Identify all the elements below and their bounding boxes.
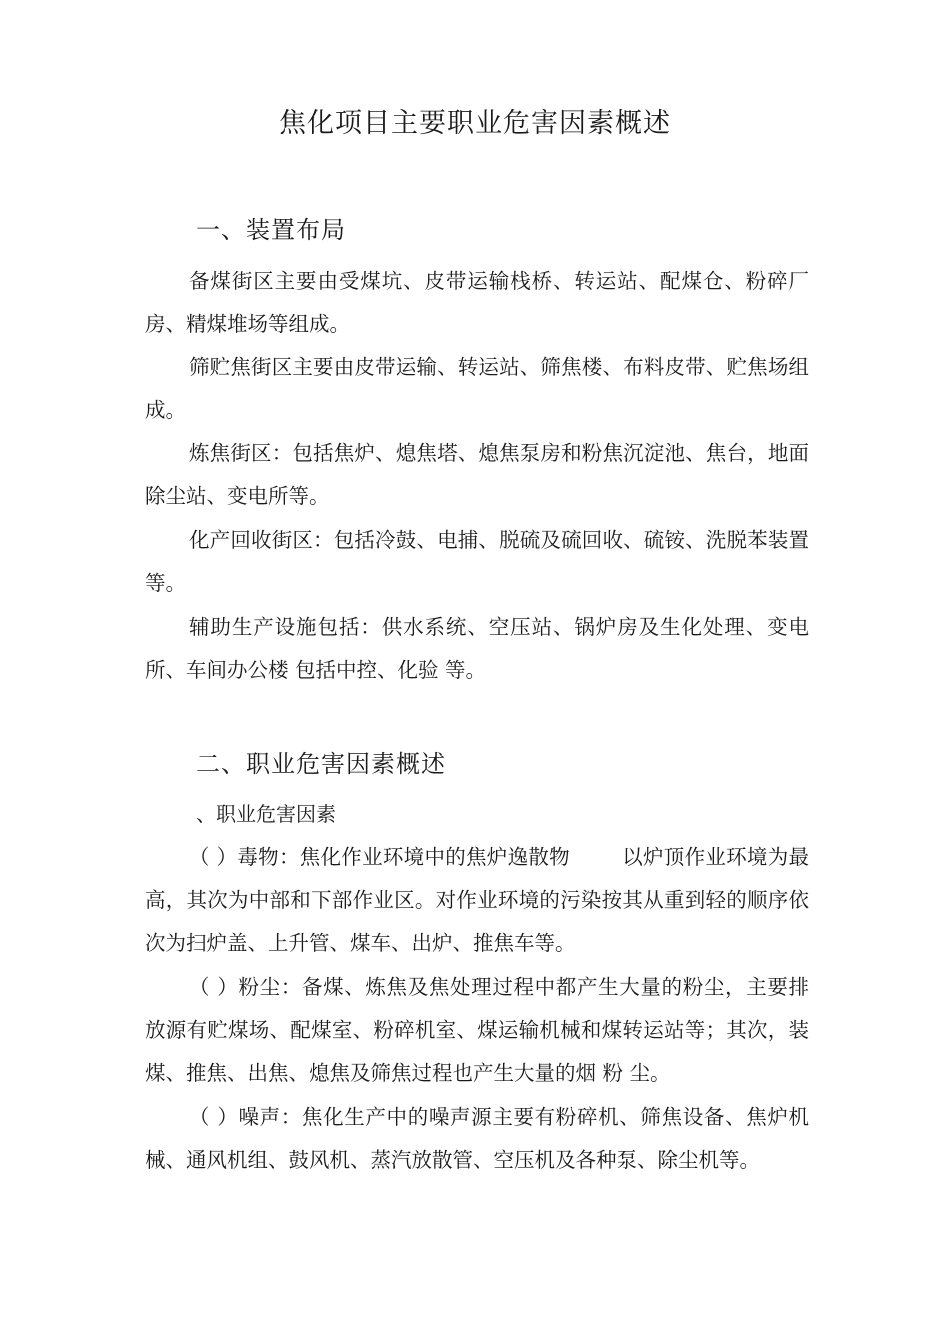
toxicants-lead-text: （ ）毒物：焦化作业环境中的焦炉逸散物 [189, 845, 570, 869]
paragraph-dust: （ ）粉尘：备煤、炼焦及焦处理过程中都产生大量的粉尘，主要排放源有贮煤场、配煤室、粉碎机室、煤运输机械和煤转运站等；其次，装煤、推焦、出焦、熄焦及筛焦过程也产生大量的烟 粉 尘。 [145, 975, 809, 1085]
paragraph-coal-prep-area: 备煤街区主要由受煤坑、皮带运输栈桥、转运站、配煤仓、粉碎厂房、精煤堆场等组成。 [145, 269, 809, 336]
toxicants-rest-text: 以炉顶作业环境为最高，其次为中部和下部作业区。对作业环境的污染按其从重到轻的顺序依次为扫炉盖、上升管、煤车、出炉、推焦车等。 [145, 845, 810, 955]
section-heading-layout: 一、装置布局 [196, 216, 346, 244]
subheading-hazard-factors: 、职业危害因素 [196, 802, 336, 826]
paragraph-chemical-recovery-area: 化产回收街区：包括冷鼓、电捕、脱硫及硫回收、硫铵、洗脱苯装置等。 [145, 528, 809, 595]
paragraph-auxiliary-facilities: 辅助生产设施包括：供水系统、空压站、锅炉房及生化处理、变电所、车间办公楼 包括中控、化验 等。 [145, 615, 809, 682]
document-title: 焦化项目主要职业危害因素概述 [279, 108, 671, 139]
paragraph-toxicants [145, 836, 809, 965]
paragraph-coking-area: 炼焦街区：包括焦炉、熄焦塔、熄焦泵房和粉焦沉淀池、焦台，地面除尘站、变电所等。 [145, 441, 809, 508]
paragraph-noise: （ ）噪声：焦化生产中的噪声源主要有粉碎机、筛焦设备、焦炉机械、通风机组、鼓风机、蒸汽放散管、空压机及各种泵、除尘机等。 [145, 1105, 809, 1172]
paragraph-coke-screening-area: 筛贮焦街区主要由皮带运输、转运站、筛焦楼、布料皮带、贮焦场组成。 [145, 355, 809, 422]
section-heading-hazards: 二、职业危害因素概述 [196, 750, 446, 778]
